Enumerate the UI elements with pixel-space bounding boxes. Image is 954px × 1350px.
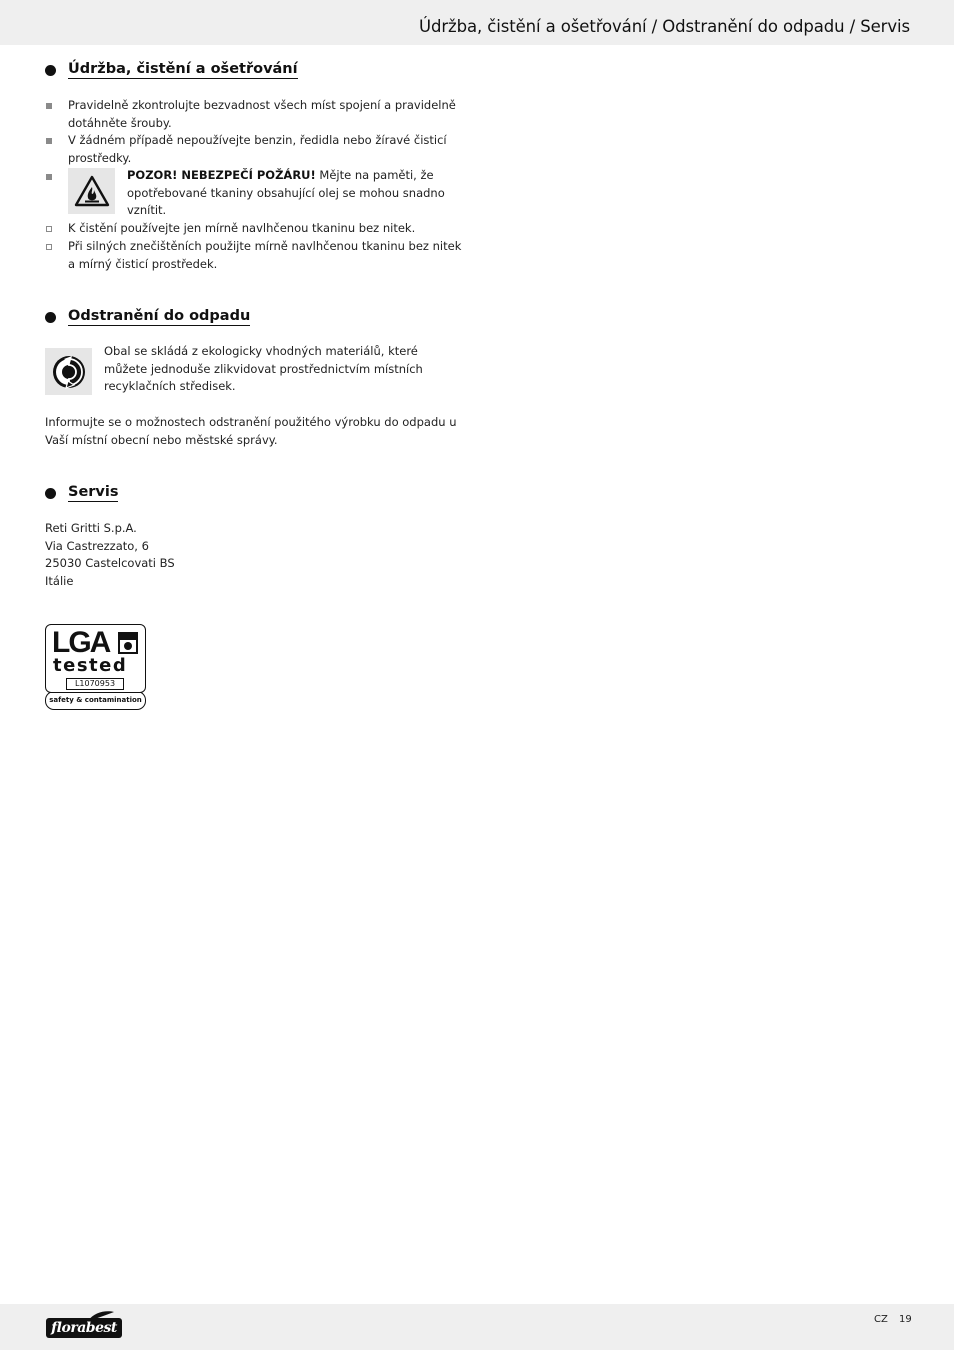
list-item: Při silných znečištěních použijte mírně navlhčenou tkaninu bez nitek a mírný čisticí prostředek. <box>45 238 465 273</box>
page-title: Údržba, čistění a ošetřování / Odstranění do odpadu / Servis <box>419 17 910 36</box>
bullet-dot-icon <box>45 488 56 499</box>
section-heading-text: Servis <box>68 484 119 500</box>
footer-language: CZ <box>874 1314 888 1325</box>
square-bullet-icon <box>46 138 52 144</box>
warning-body: Mějte na paměti, že opotřebované tkaniny obsahující olej se mohou snadno vznítit. <box>127 168 445 217</box>
lga-bin-icon <box>118 632 138 654</box>
section-heading-text: Odstranění do odpadu <box>68 308 251 324</box>
packaging-text: Obal se skládá z ekologicky vhodných materiálů, které můžete jednoduše zlikvidovat prostřednictvím místních recyklačních středisek. <box>104 344 423 393</box>
bullet-dot-icon <box>45 312 56 323</box>
lga-caption: safety & contamination <box>45 691 146 710</box>
warning-label: POZOR! NEBEZPEČÍ POŽÁRU! <box>127 168 316 182</box>
bullet-dot-icon <box>45 65 56 76</box>
florabest-logo: florabest <box>46 1310 122 1340</box>
list-item: V žádném případě nepoužívejte benzin, ředidla nebo žíravé čisticí prostředky. <box>45 132 465 167</box>
address-line: Via Castrezzato, 6 <box>45 538 149 553</box>
lga-main-box <box>45 624 146 693</box>
square-bullet-icon <box>46 174 52 180</box>
list-item: K čistění používejte jen mírně navlhčenou tkaninu bez nitek. <box>45 220 465 238</box>
disposal-info-text: Informujte se o možnostech odstranění použitého výrobku do odpadu u Vaší místní obecní nebo městské správy. <box>45 415 457 447</box>
lga-letters: LGA <box>52 626 110 659</box>
lga-code: L1070953 <box>66 678 124 690</box>
lga-tested-badge <box>45 624 146 710</box>
lga-tested-text: tested <box>53 655 128 676</box>
section-heading-service <box>45 484 118 502</box>
square-bullet-icon <box>46 103 52 109</box>
green-dot-recycle-icon <box>45 348 92 395</box>
section-heading-text: Údržba, čistění a ošetřování <box>68 61 298 77</box>
section-heading-maintenance <box>45 61 298 79</box>
address-line: 25030 Castelcovati BS <box>45 556 175 570</box>
service-address <box>45 520 465 590</box>
fire-warning-icon <box>68 168 115 214</box>
fire-warning-text <box>127 167 467 220</box>
page-footer <box>0 1304 954 1350</box>
checkbox-bullet-icon <box>46 244 52 250</box>
address-line: Itálie <box>45 573 74 588</box>
list-item: Pravidelně zkontrolujte bezvadnost všech míst spojení a pravidelně dotáhněte šrouby. <box>45 97 465 132</box>
section-heading-disposal <box>45 308 250 326</box>
checkbox-bullet-icon <box>46 226 52 232</box>
address-line: Reti Gritti S.p.A. <box>45 521 137 535</box>
page-number: 19 <box>899 1314 912 1325</box>
